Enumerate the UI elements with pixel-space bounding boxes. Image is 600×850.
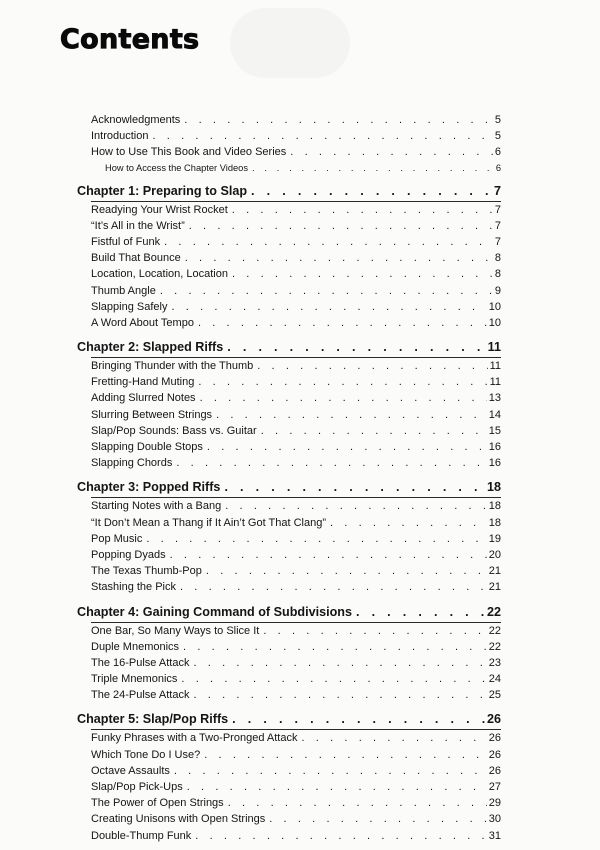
toc-entry[interactable] — [77, 623, 501, 639]
dot-leader — [195, 828, 486, 844]
dot-leader — [269, 811, 487, 827]
toc-entry-page: 27 — [488, 781, 501, 793]
dot-leader — [228, 795, 487, 811]
toc-entry[interactable] — [77, 112, 501, 128]
toc-entry[interactable] — [77, 128, 501, 144]
chapter-heading[interactable] — [77, 709, 501, 729]
toc-entry[interactable] — [77, 299, 501, 315]
dot-leader — [174, 763, 487, 779]
toc-entry-label: Thumb Angle — [91, 284, 156, 297]
chapter-page: 22 — [486, 604, 501, 619]
dot-leader — [232, 266, 493, 282]
toc-entry[interactable] — [77, 795, 501, 811]
toc-entry[interactable] — [77, 455, 501, 471]
toc-entry-label: How to Use This Book and Video Series — [91, 146, 287, 159]
toc-entry-label: The Texas Thumb-Pop — [91, 565, 202, 578]
toc-entry[interactable] — [77, 779, 501, 795]
chapter-block — [77, 181, 501, 332]
dot-leader — [356, 602, 485, 622]
dot-leader — [160, 283, 493, 299]
dot-leader — [193, 655, 486, 671]
dot-leader — [206, 563, 487, 579]
chapter-page: 11 — [487, 340, 501, 355]
toc-entry-page: 7 — [494, 219, 501, 232]
dot-leader — [232, 202, 493, 218]
toc-entry[interactable] — [77, 266, 501, 282]
toc-entry-label: Funky Phrases with a Two-Pronged Attack — [91, 732, 298, 745]
toc-entry[interactable] — [77, 144, 501, 160]
toc-entry-label: The 16-Pulse Attack — [91, 656, 190, 669]
toc-entry-page: 9 — [494, 284, 501, 297]
dot-leader — [263, 623, 486, 639]
toc-entry-page: 26 — [488, 764, 501, 777]
toc-entry[interactable] — [77, 202, 501, 218]
toc-entry-label: Slap/Pop Pick-Ups — [91, 781, 183, 793]
toc-entry-label: Fistful of Funk — [91, 235, 161, 248]
toc-entry-page: 20 — [488, 548, 501, 561]
toc-entry-page: 16 — [488, 441, 501, 453]
toc-entry-label: Stashing the Pick — [91, 581, 176, 594]
toc-entry-label: Adding Slurred Notes — [91, 392, 196, 405]
toc-entry[interactable] — [77, 374, 501, 390]
toc-entry-page: 18 — [488, 500, 501, 513]
toc-entry-page: 23 — [488, 656, 501, 669]
dot-leader — [261, 423, 487, 439]
toc-entry[interactable] — [77, 283, 501, 299]
toc-entry-label: Readying Your Wrist Rocket — [91, 203, 228, 216]
toc-entry-label: A Word About Tempo — [91, 316, 194, 329]
dot-leader — [200, 390, 487, 406]
chapter-block — [77, 477, 501, 595]
toc-entry[interactable] — [77, 218, 501, 234]
front-matter — [77, 112, 501, 175]
chapter-block — [77, 709, 501, 843]
toc-entry-page: 11 — [489, 360, 501, 373]
toc-entry[interactable] — [77, 250, 501, 266]
toc-entry-label: Bringing Thunder with the Thumb — [91, 360, 254, 373]
dot-leader — [252, 161, 494, 175]
chapter-list — [77, 181, 501, 844]
toc-entry-page: 5 — [494, 114, 501, 126]
dot-leader — [290, 144, 493, 160]
toc-entry-page: 7 — [494, 203, 501, 216]
toc-subentry-page: 6 — [495, 162, 501, 173]
dot-leader — [207, 439, 487, 455]
toc-entry-label: Fretting-Hand Muting — [91, 376, 195, 389]
toc-entry-page: 24 — [488, 673, 501, 686]
toc-entry-page: 21 — [488, 581, 501, 594]
toc-entry-label: Popping Dyads — [91, 548, 166, 561]
toc-entry-label: Duple Mnemonics — [91, 640, 180, 653]
dot-leader — [171, 299, 486, 315]
toc-entry-page: 25 — [488, 689, 501, 702]
toc-entry-label: One Bar, So Many Ways to Slice It — [91, 624, 260, 637]
chapter-heading[interactable] — [77, 181, 501, 201]
table-of-contents — [77, 112, 501, 850]
toc-entry-label: Acknowledgments — [91, 114, 181, 126]
toc-entry[interactable] — [77, 515, 501, 531]
dot-leader — [181, 671, 486, 687]
chapter-heading[interactable] — [77, 477, 501, 497]
toc-entry[interactable] — [77, 828, 501, 844]
toc-entry-page: 22 — [488, 624, 501, 637]
toc-entry-label: The 24-Pulse Attack — [91, 689, 190, 702]
dot-leader — [164, 234, 493, 250]
toc-entry-page: 31 — [488, 829, 501, 842]
toc-entry-label: Starting Notes with a Bang — [91, 500, 222, 513]
dot-leader — [152, 128, 492, 144]
toc-entry-page: 10 — [488, 300, 501, 313]
toc-entry[interactable] — [77, 531, 501, 547]
dot-leader — [198, 315, 487, 331]
toc-entry-page: 30 — [488, 813, 501, 826]
toc-entry-page: 26 — [488, 732, 501, 745]
toc-entry[interactable] — [77, 315, 501, 331]
chapter-title: Chapter 3: Popped Riffs — [77, 480, 221, 495]
faint-bleedthrough-mark — [230, 8, 350, 78]
toc-entry-page: 10 — [488, 316, 501, 329]
dot-leader — [232, 709, 485, 729]
toc-entry-page: 13 — [488, 392, 501, 405]
toc-entry-label: Slapping Double Stops — [91, 441, 203, 453]
toc-entry[interactable] — [77, 655, 501, 671]
toc-subentry[interactable] — [77, 161, 501, 175]
toc-entry-label: Build That Bounce — [91, 252, 181, 265]
dot-leader — [251, 181, 492, 201]
toc-entry-label: Slapping Chords — [91, 457, 173, 470]
toc-entry[interactable] — [77, 498, 501, 514]
toc-entry-label: The Power of Open Strings — [91, 797, 224, 810]
dot-leader — [257, 358, 487, 374]
toc-entry-page: 16 — [488, 457, 501, 470]
toc-entry-label: Triple Mnemonics — [91, 673, 178, 686]
toc-entry[interactable] — [77, 811, 501, 827]
chapter-heading[interactable] — [77, 337, 501, 357]
chapter-page: 18 — [486, 480, 501, 495]
toc-entry-page: 8 — [494, 268, 501, 281]
toc-entry[interactable] — [77, 358, 501, 374]
toc-entry-page: 11 — [489, 376, 501, 389]
toc-entry-page: 15 — [488, 424, 501, 437]
toc-entry-label: Location, Location, Location — [91, 268, 228, 281]
toc-entry[interactable] — [77, 407, 501, 423]
toc-entry-label: Slapping Safely — [91, 300, 168, 313]
dot-leader — [216, 407, 487, 423]
dot-leader — [180, 579, 487, 595]
toc-entry-label: Slap/Pop Sounds: Bass vs. Guitar — [91, 424, 257, 437]
toc-entry-page: 5 — [494, 130, 501, 143]
dot-leader — [225, 498, 487, 514]
toc-entry[interactable] — [77, 763, 501, 779]
chapter-title: Chapter 5: Slap/Pop Riffs — [77, 712, 229, 727]
toc-entry[interactable] — [77, 234, 501, 250]
toc-entry-label: Which Tone Do I Use? — [91, 748, 201, 761]
dot-leader — [170, 547, 487, 563]
toc-entry[interactable] — [77, 439, 501, 455]
dot-leader — [176, 455, 486, 471]
dot-leader — [146, 531, 486, 547]
toc-entry-page: 29 — [488, 797, 501, 810]
toc-entry[interactable] — [77, 579, 501, 595]
toc-entry-page: 6 — [494, 146, 501, 159]
toc-entry[interactable] — [77, 390, 501, 406]
dot-leader — [193, 687, 486, 703]
toc-entry-label: Slurring Between Strings — [91, 408, 213, 421]
toc-entry-label: Pop Music — [91, 532, 143, 545]
toc-entry-label: Octave Assaults — [91, 764, 170, 777]
dot-leader — [198, 374, 487, 390]
toc-entry[interactable] — [77, 423, 501, 439]
dot-leader — [227, 337, 485, 357]
chapter-page: 26 — [486, 712, 501, 727]
toc-entry-page: 8 — [494, 252, 501, 265]
toc-subentry-label: How to Access the Chapter Videos — [105, 162, 248, 173]
chapter-title: Chapter 2: Slapped Riffs — [77, 340, 224, 355]
chapter-block — [77, 602, 501, 704]
toc-entry[interactable] — [77, 687, 501, 703]
page-title: Contents — [60, 24, 200, 55]
chapter-heading[interactable] — [77, 602, 501, 622]
toc-entry-page: 14 — [488, 408, 501, 421]
toc-entry[interactable] — [77, 747, 501, 763]
toc-entry[interactable] — [77, 639, 501, 655]
chapter-page: 7 — [493, 183, 501, 198]
dot-leader — [330, 515, 487, 531]
dot-leader — [189, 218, 493, 234]
toc-entry-label: Double-Thump Funk — [91, 829, 192, 842]
chapter-title: Chapter 4: Gaining Command of Subdivisions — [77, 604, 352, 619]
toc-entry-label: “It Don’t Mean a Thang if It Ain’t Got That Clang” — [91, 516, 326, 529]
toc-entry-page: 26 — [488, 748, 501, 761]
toc-entry-page: 21 — [488, 565, 501, 578]
toc-entry-page: 19 — [488, 532, 501, 545]
dot-leader — [184, 112, 493, 128]
dot-leader — [224, 477, 485, 497]
toc-entry[interactable] — [77, 671, 501, 687]
toc-entry-label: “It’s All in the Wrist” — [91, 219, 185, 232]
toc-entry[interactable] — [77, 547, 501, 563]
toc-entry-label: Introduction — [91, 130, 149, 143]
toc-entry-label: Creating Unisons with Open Strings — [91, 813, 266, 826]
dot-leader — [301, 730, 486, 746]
dot-leader — [185, 250, 493, 266]
toc-entry[interactable] — [77, 563, 501, 579]
toc-entry[interactable] — [77, 730, 501, 746]
chapter-title: Chapter 1: Preparing to Slap — [77, 183, 248, 198]
toc-entry-page: 7 — [494, 235, 501, 248]
dot-leader — [183, 639, 487, 655]
toc-entry-page: 18 — [488, 516, 501, 529]
dot-leader — [187, 779, 487, 795]
dot-leader — [204, 747, 487, 763]
chapter-block — [77, 337, 501, 471]
toc-entry-page: 22 — [488, 640, 501, 653]
